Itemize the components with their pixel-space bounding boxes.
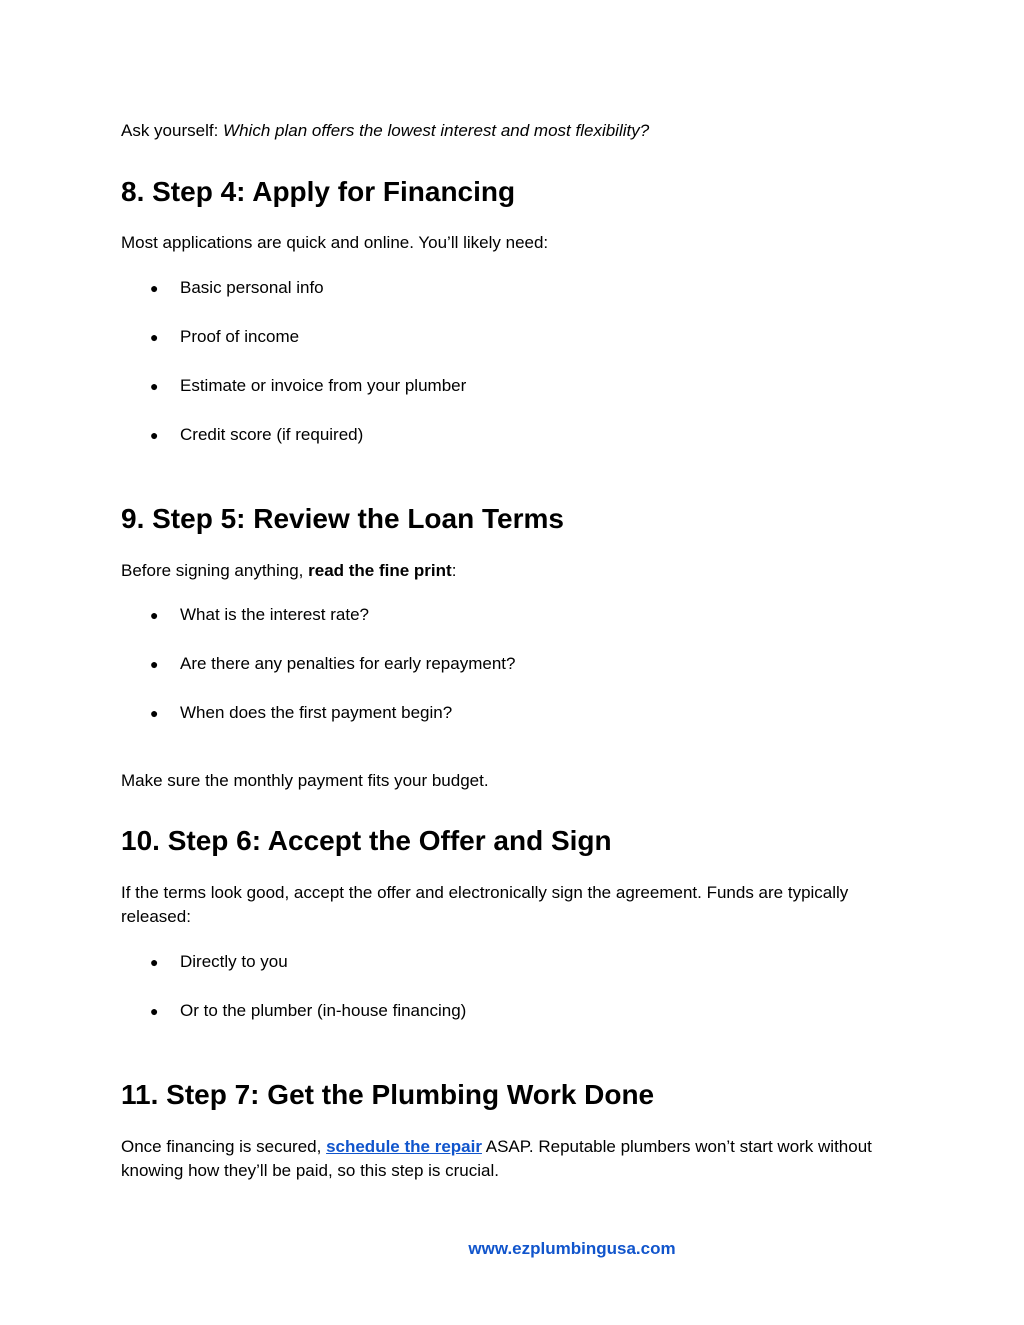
- list-item: ● What is the interest rate?: [150, 603, 369, 627]
- step6-heading: 10. Step 6: Accept the Offer and Sign: [121, 825, 612, 856]
- intro-question: Which plan offers the lowest interest and most flexibility?: [223, 121, 650, 140]
- bullet-icon: ●: [150, 427, 159, 443]
- step7-heading: 11. Step 7: Get the Plumbing Work Done: [121, 1079, 655, 1110]
- bullet-icon: ●: [150, 329, 159, 345]
- fine-print-emphasis: read the fine print: [308, 561, 452, 580]
- step5-closing: Make sure the monthly payment fits your budget.: [121, 771, 489, 790]
- list-item: ● Credit score (if required): [150, 423, 363, 447]
- schedule-repair-link[interactable]: schedule the repair: [326, 1137, 482, 1156]
- step7-intro: Once financing is secured, schedule the repair ASAP. Reputable plumbers won’t start work without knowing how they’ll be paid, so this step is crucial.: [121, 1137, 872, 1180]
- intro-prefix: Ask yourself:: [121, 121, 224, 140]
- intro-paragraph: [121, 119, 649, 143]
- list-item: ● When does the first payment begin?: [150, 701, 452, 725]
- list-item: ● Or to the plumber (in-house financing): [150, 999, 466, 1023]
- list-item: ● Proof of income: [150, 325, 299, 349]
- bullet-icon: ●: [150, 607, 159, 623]
- step5-intro: Before signing anything, read the fine print:: [121, 561, 457, 580]
- step4-intro: Most applications are quick and online. You’ll likely need:: [121, 233, 549, 252]
- footer-website-link[interactable]: www.ezplumbingusa.com: [468, 1239, 676, 1258]
- list-item: ● Directly to you: [150, 950, 288, 974]
- list-item: ● Estimate or invoice from your plumber: [150, 374, 466, 398]
- step5-heading: 9. Step 5: Review the Loan Terms: [121, 503, 564, 534]
- list-item: ● Basic personal info: [150, 276, 324, 300]
- list-item: ● Are there any penalties for early repayment?: [150, 652, 515, 676]
- bullet-icon: ●: [150, 378, 159, 394]
- bullet-icon: ●: [150, 705, 159, 721]
- bullet-icon: ●: [150, 656, 159, 672]
- bullet-icon: ●: [150, 954, 159, 970]
- bullet-icon: ●: [150, 280, 159, 296]
- bullet-icon: ●: [150, 1003, 159, 1019]
- step4-heading: 8. Step 4: Apply for Financing: [121, 176, 516, 207]
- step6-intro: If the terms look good, accept the offer and electronically sign the agreement. Funds are typically released:: [121, 883, 849, 926]
